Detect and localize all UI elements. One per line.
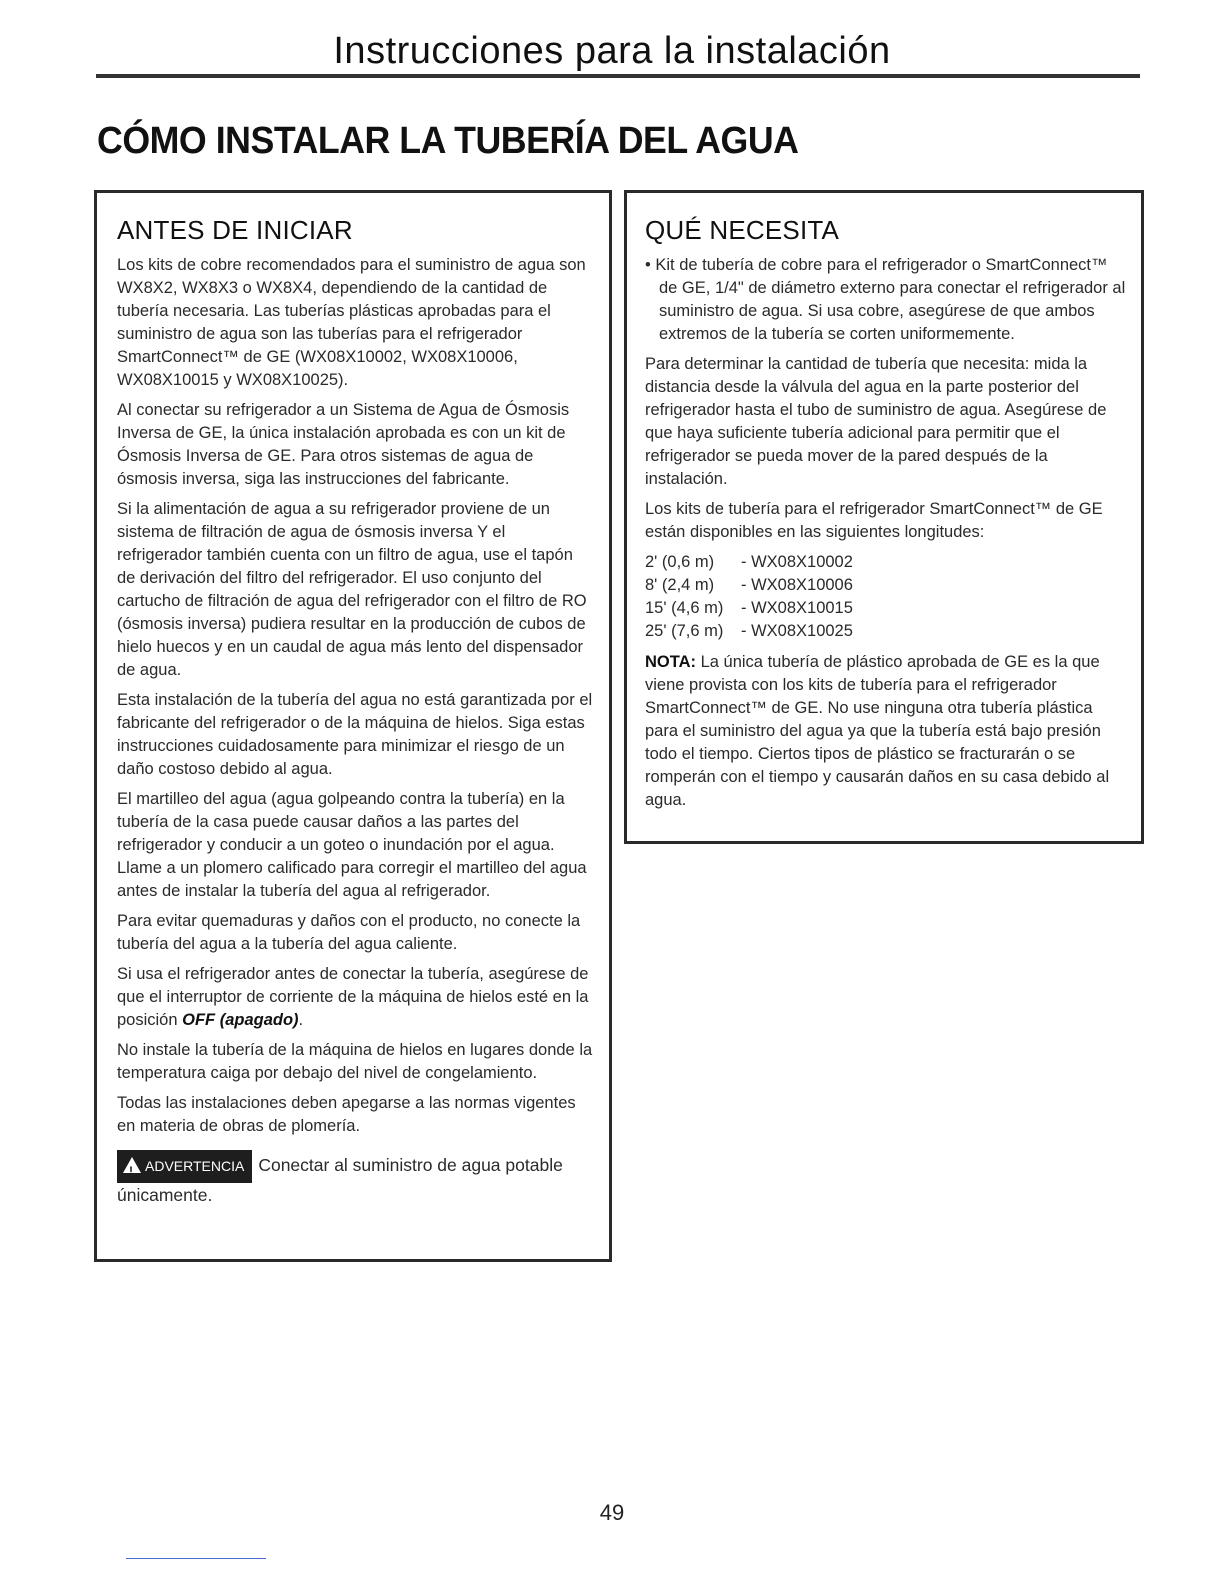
note-text: La única tubería de plástico aprobada de GE es la que viene provista con los kits de tubería para el refrigerador SmartConnect™ de GE. No use ninguna otra tubería plástica para el suministro del agua ya que la tubería está bajo presión todo el tiempo. Ciertos tipos de plástico se fracturarán o se romperán con el tiempo y causarán daños en su casa debido al agua. <box>645 653 1110 809</box>
paragraph: Para determinar la cantidad de tubería que necesita: mida la distancia desde la válvula del agua en la parte posterior del refrigerador hasta el tubo de suministro de agua. Asegúrese de que haya suficiente tubería adicional para permitir que el refrigerador se pueda mover de la pared después de la instalación. <box>645 355 1107 488</box>
kit-part: - WX08X10002 <box>741 553 853 571</box>
list-item <box>645 597 1127 620</box>
paragraph: Todas las instalaciones deben apegarse a las normas vigentes en materia de obras de plomería. <box>117 1094 576 1135</box>
paragraph: Los kits de tubería para el refrigerador SmartConnect™ de GE están disponibles en las siguientes longitudes: <box>645 500 1103 541</box>
icemaker-switch-paragraph <box>117 963 595 1032</box>
what-you-need-heading: QUÉ NECESITA <box>645 215 840 245</box>
warning-label: ADVERTENCIA <box>145 1158 245 1174</box>
kit-length: 2' (0,6 m) <box>645 553 715 571</box>
paragraph: Esta instalación de la tubería del agua no está garantizada por el fabricante del refrigerador o de la máquina de hielos. Siga estas instrucciones cuidadosamente para minimizar el riesgo de un daño costoso debido al agua. <box>117 691 593 778</box>
note-label: NOTA: <box>645 653 697 671</box>
footer-line <box>126 1558 266 1559</box>
warning-notice <box>117 1150 595 1208</box>
page-header-title: Instrucciones para la instalación <box>333 30 891 72</box>
kit-part: - WX08X10006 <box>741 576 853 594</box>
tubing-kit-bullet: • Kit de tubería de cobre para el refrigerador o SmartConnect™ de GE, 1/4" de diámetro externo para conectar el refrigerador al suministro de agua. Si usa cobre, asegúrese de que ambos extremos de la tubería se corten uniformemente. <box>645 256 1126 343</box>
off-emphasis: OFF (apagado) <box>182 1011 299 1029</box>
list-item <box>645 620 1127 643</box>
kit-part: - WX08X10015 <box>741 599 853 617</box>
warning-badge <box>117 1150 252 1183</box>
before-you-begin-box <box>94 190 612 1262</box>
paragraph: Si la alimentación de agua a su refrigerador proviene de un sistema de filtración de agua de ósmosis inversa Y el refrigerador también cuenta con un filtro de agua, use el tapón de derivación del filtro del refrigerador. El uso conjunto del cartucho de filtración de agua del refrigerador con el filtro de RO (ósmosis inversa) pudiera resultar en la producción de cubos de hielo huecos y en un caudal de agua más lento del dispensador de agua. <box>117 500 587 679</box>
header-divider <box>96 74 1140 78</box>
paragraph: Para evitar quemaduras y daños con el producto, no conecte la tubería del agua a la tubería del agua caliente. <box>117 912 581 953</box>
kit-length: 15' (4,6 m) <box>645 599 724 617</box>
what-you-need-box <box>624 190 1144 844</box>
page-number: 49 <box>599 1500 625 1525</box>
paragraph: Los kits de cobre recomendados para el suministro de agua son WX8X2, WX8X3 o WX8X4, dependiendo de la cantidad de tubería necesaria. Las tuberías plásticas aprobadas para el suministro de agua son las tuberías para el refrigerador SmartConnect™ de GE (WX08X10002, WX08X10006, WX08X10015 y WX08X10025). <box>117 256 586 389</box>
paragraph-end: . <box>298 1011 304 1029</box>
page-title: CÓMO INSTALAR LA TUBERÍA DEL AGUA <box>97 120 799 162</box>
before-you-begin-heading: ANTES DE INICIAR <box>117 215 353 245</box>
kit-length: 25' (7,6 m) <box>645 622 724 640</box>
list-item <box>645 574 1127 597</box>
warning-text: Conectar al suministro de agua potable únicamente. <box>117 1155 563 1205</box>
paragraph: El martilleo del agua (agua golpeando contra la tubería) en la tubería de la casa puede causar daños a las partes del refrigerador y conducir a un goteo o inundación por el agua. Llame a un plomero calificado para corregir el martilleo del agua antes de instalar la tubería del agua al refrigerador. <box>117 790 587 900</box>
list-item <box>645 551 1127 574</box>
paragraph: Al conectar su refrigerador a un Sistema de Agua de Ósmosis Inversa de GE, la única instalación aprobada es con un kit de Ósmosis Inversa de GE. Para otros sistemas de agua de ósmosis inversa, siga las instrucciones del fabricante. <box>117 401 570 488</box>
paragraph-text: Si usa el refrigerador antes de conectar la tubería, asegúrese de que el interruptor de corriente de la máquina de hielos esté en la posición <box>117 965 589 1029</box>
note-paragraph <box>645 651 1127 812</box>
kit-lengths-list <box>645 551 1127 643</box>
paragraph: No instale la tubería de la máquina de hielos en lugares donde la temperatura caiga por debajo del nivel de congelamiento. <box>117 1041 593 1082</box>
kit-part: - WX08X10025 <box>741 622 853 640</box>
kit-length: 8' (2,4 m) <box>645 576 715 594</box>
warning-triangle-icon <box>123 1157 141 1173</box>
